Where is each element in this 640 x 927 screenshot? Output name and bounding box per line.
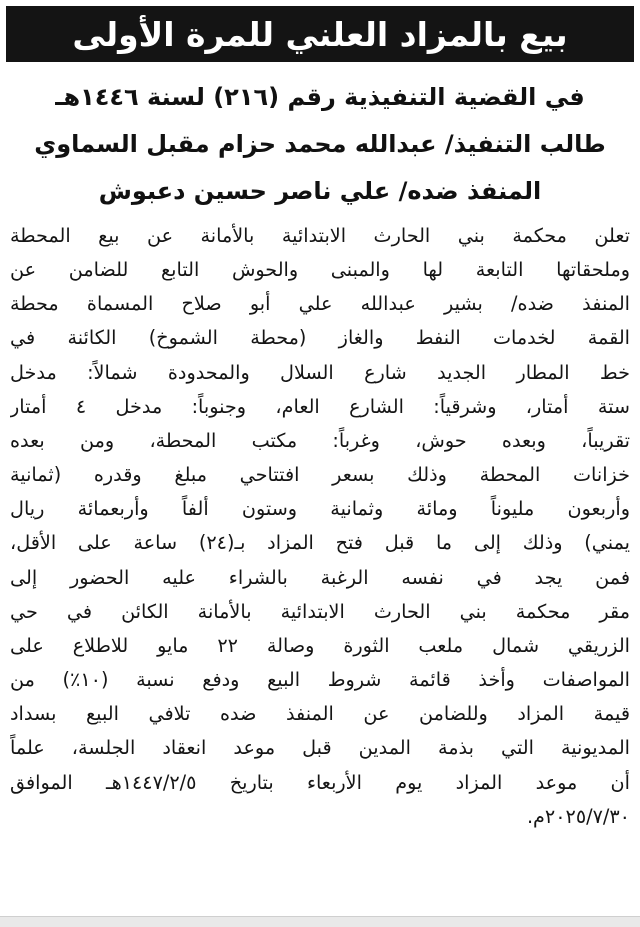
body-line: المنفذ ضده/ بشير عبدالله علي أبو صلاح المسماة محطة xyxy=(10,292,630,316)
body-line: القمة لخدمات النفط والغاز (محطة الشموخ) الكائنة في xyxy=(10,326,630,350)
body-line-date: ٢٠٢٥/٧/٣٠م. xyxy=(526,804,630,828)
body-line: تقريباً، وبعده حوش، وغرباً: مكتب المحطة، ومن بعده xyxy=(10,428,630,452)
defendant-heading: المنفذ ضده/ علي ناصر حسين دعبوش xyxy=(98,177,542,205)
body-line: المديونية التي بذمة المدين قبل موعد انعقاد الجلسة، علماً xyxy=(10,736,630,760)
body-line: وملحقاتها التابعة لها والمبنى والحوش التابع للضامن عن xyxy=(10,258,630,282)
body-line: تعلن محكمة بني الحارث الابتدائية بالأمانة عن بيع المحطة xyxy=(10,224,630,247)
body-line: خط المطار الجديد شارع السلال والمحدودة شمالاً: مدخل xyxy=(10,360,630,384)
case-number-heading: في القضية التنفيذية رقم (٢١٦) لسنة ١٤٤٦هـ xyxy=(55,83,585,111)
body-line: خزانات المحطة وذلك بسعر افتتاحي مبلغ وقدره (ثمانية xyxy=(10,463,630,487)
body-line: فمن يجد في نفسه الرغبة بالشراء عليه الحضور إلى xyxy=(10,565,630,589)
body-line: قيمة المزاد وللضامن عن المنفذ ضده تلافي البيع بسداد xyxy=(10,702,630,726)
announcement-body xyxy=(6,219,634,834)
bottom-divider xyxy=(0,916,640,927)
body-line: مقر محكمة بني الحارث الابتدائية بالأمانة الكائن في حي xyxy=(10,599,630,623)
body-line: وأربعون مليوناً ومائة وثمانية وستون ألفاً وأربعمائة ريال xyxy=(10,497,630,521)
body-line: ستة أمتار، وشرقياً: الشارع العام، وجنوباً: مدخل ٤ أمتار xyxy=(10,394,630,418)
body-line: الزريقي شمال ملعب الثورة وصالة ٢٢ مايو للاطلاع على xyxy=(10,633,630,657)
plaintiff-heading: طالب التنفيذ/ عبدالله محمد حزام مقبل السماوي xyxy=(34,130,606,158)
body-line: يمني) وذلك إلى ما قبل فتح المزاد بـ(٢٤) ساعة على الأقل، xyxy=(10,531,630,555)
body-line: المواصفات وأخذ قائمة شروط البيع ودفع نسبة (١٠٪) من xyxy=(10,668,630,692)
body-line: أن موعد المزاد يوم الأربعاء بتاريخ ١٤٤٧/٢/٥هـ الموافق xyxy=(10,770,630,794)
case-headings xyxy=(6,74,634,215)
announcement-title: بيع بالمزاد العلني للمرة الأولى xyxy=(6,6,634,62)
